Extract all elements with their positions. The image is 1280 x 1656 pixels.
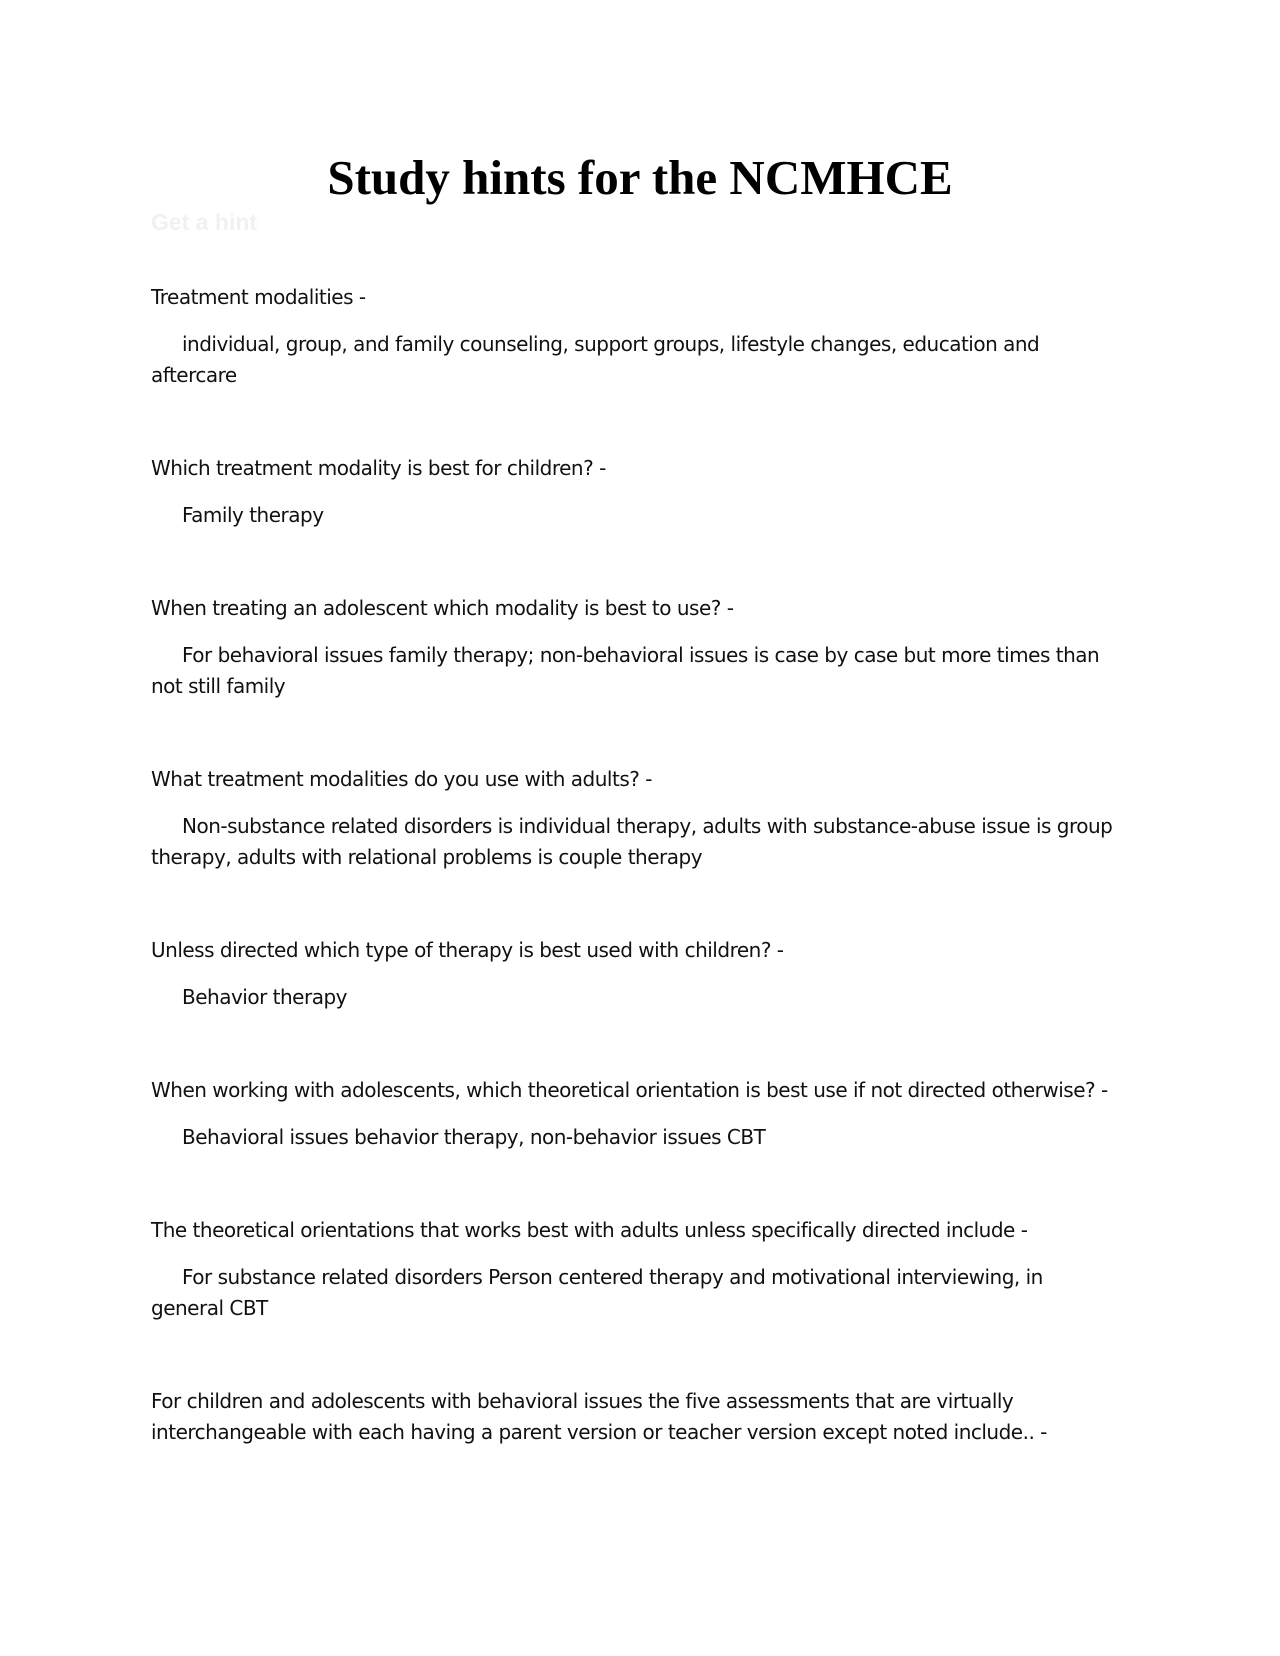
answer-text: Behavioral issues behavior therapy, non-behavior issues CBT xyxy=(182,1125,766,1149)
question-text: Treatment modalities - xyxy=(151,285,366,309)
qa-item xyxy=(151,593,1113,702)
answer-text: For substance related disorders Person centered therapy and motivational interviewing, in general CBT xyxy=(151,1265,1043,1320)
qa-item xyxy=(151,764,1113,873)
qa-item xyxy=(151,453,1113,531)
question-text: What treatment modalities do you use with adults? - xyxy=(151,767,652,791)
qa-item xyxy=(151,282,1113,391)
answer-text: Family therapy xyxy=(182,503,324,527)
question-text: When working with adolescents, which theoretical orientation is best use if not directed otherwise? - xyxy=(151,1078,1108,1102)
answer-text: Behavior therapy xyxy=(182,985,347,1009)
get-a-hint-link[interactable]: Get a hint xyxy=(151,209,258,235)
question-text: Which treatment modality is best for children? - xyxy=(151,456,606,480)
page-title: Study hints for the NCMHCE xyxy=(327,150,953,205)
answer-text: individual, group, and family counseling, support groups, lifestyle changes, education and aftercare xyxy=(151,332,1040,387)
qa-item xyxy=(151,935,1113,1013)
qa-list xyxy=(151,282,1113,1448)
qa-item xyxy=(151,1075,1113,1153)
question-text: For children and adolescents with behavioral issues the five assessments that are virtually interchangeable with each having a parent version or teacher version except noted include.. - xyxy=(151,1389,1047,1444)
answer-text: Non-substance related disorders is individual therapy, adults with substance-abuse issue is group therapy, adults with relational problems is couple therapy xyxy=(151,814,1113,869)
qa-item xyxy=(151,1386,1113,1448)
question-text: When treating an adolescent which modality is best to use? - xyxy=(151,596,734,620)
answer-text: For behavioral issues family therapy; non-behavioral issues is case by case but more times than not still family xyxy=(151,643,1100,698)
question-text: The theoretical orientations that works best with adults unless specifically directed include - xyxy=(151,1218,1028,1242)
question-text: Unless directed which type of therapy is best used with children? - xyxy=(151,938,784,962)
qa-item xyxy=(151,1215,1113,1324)
